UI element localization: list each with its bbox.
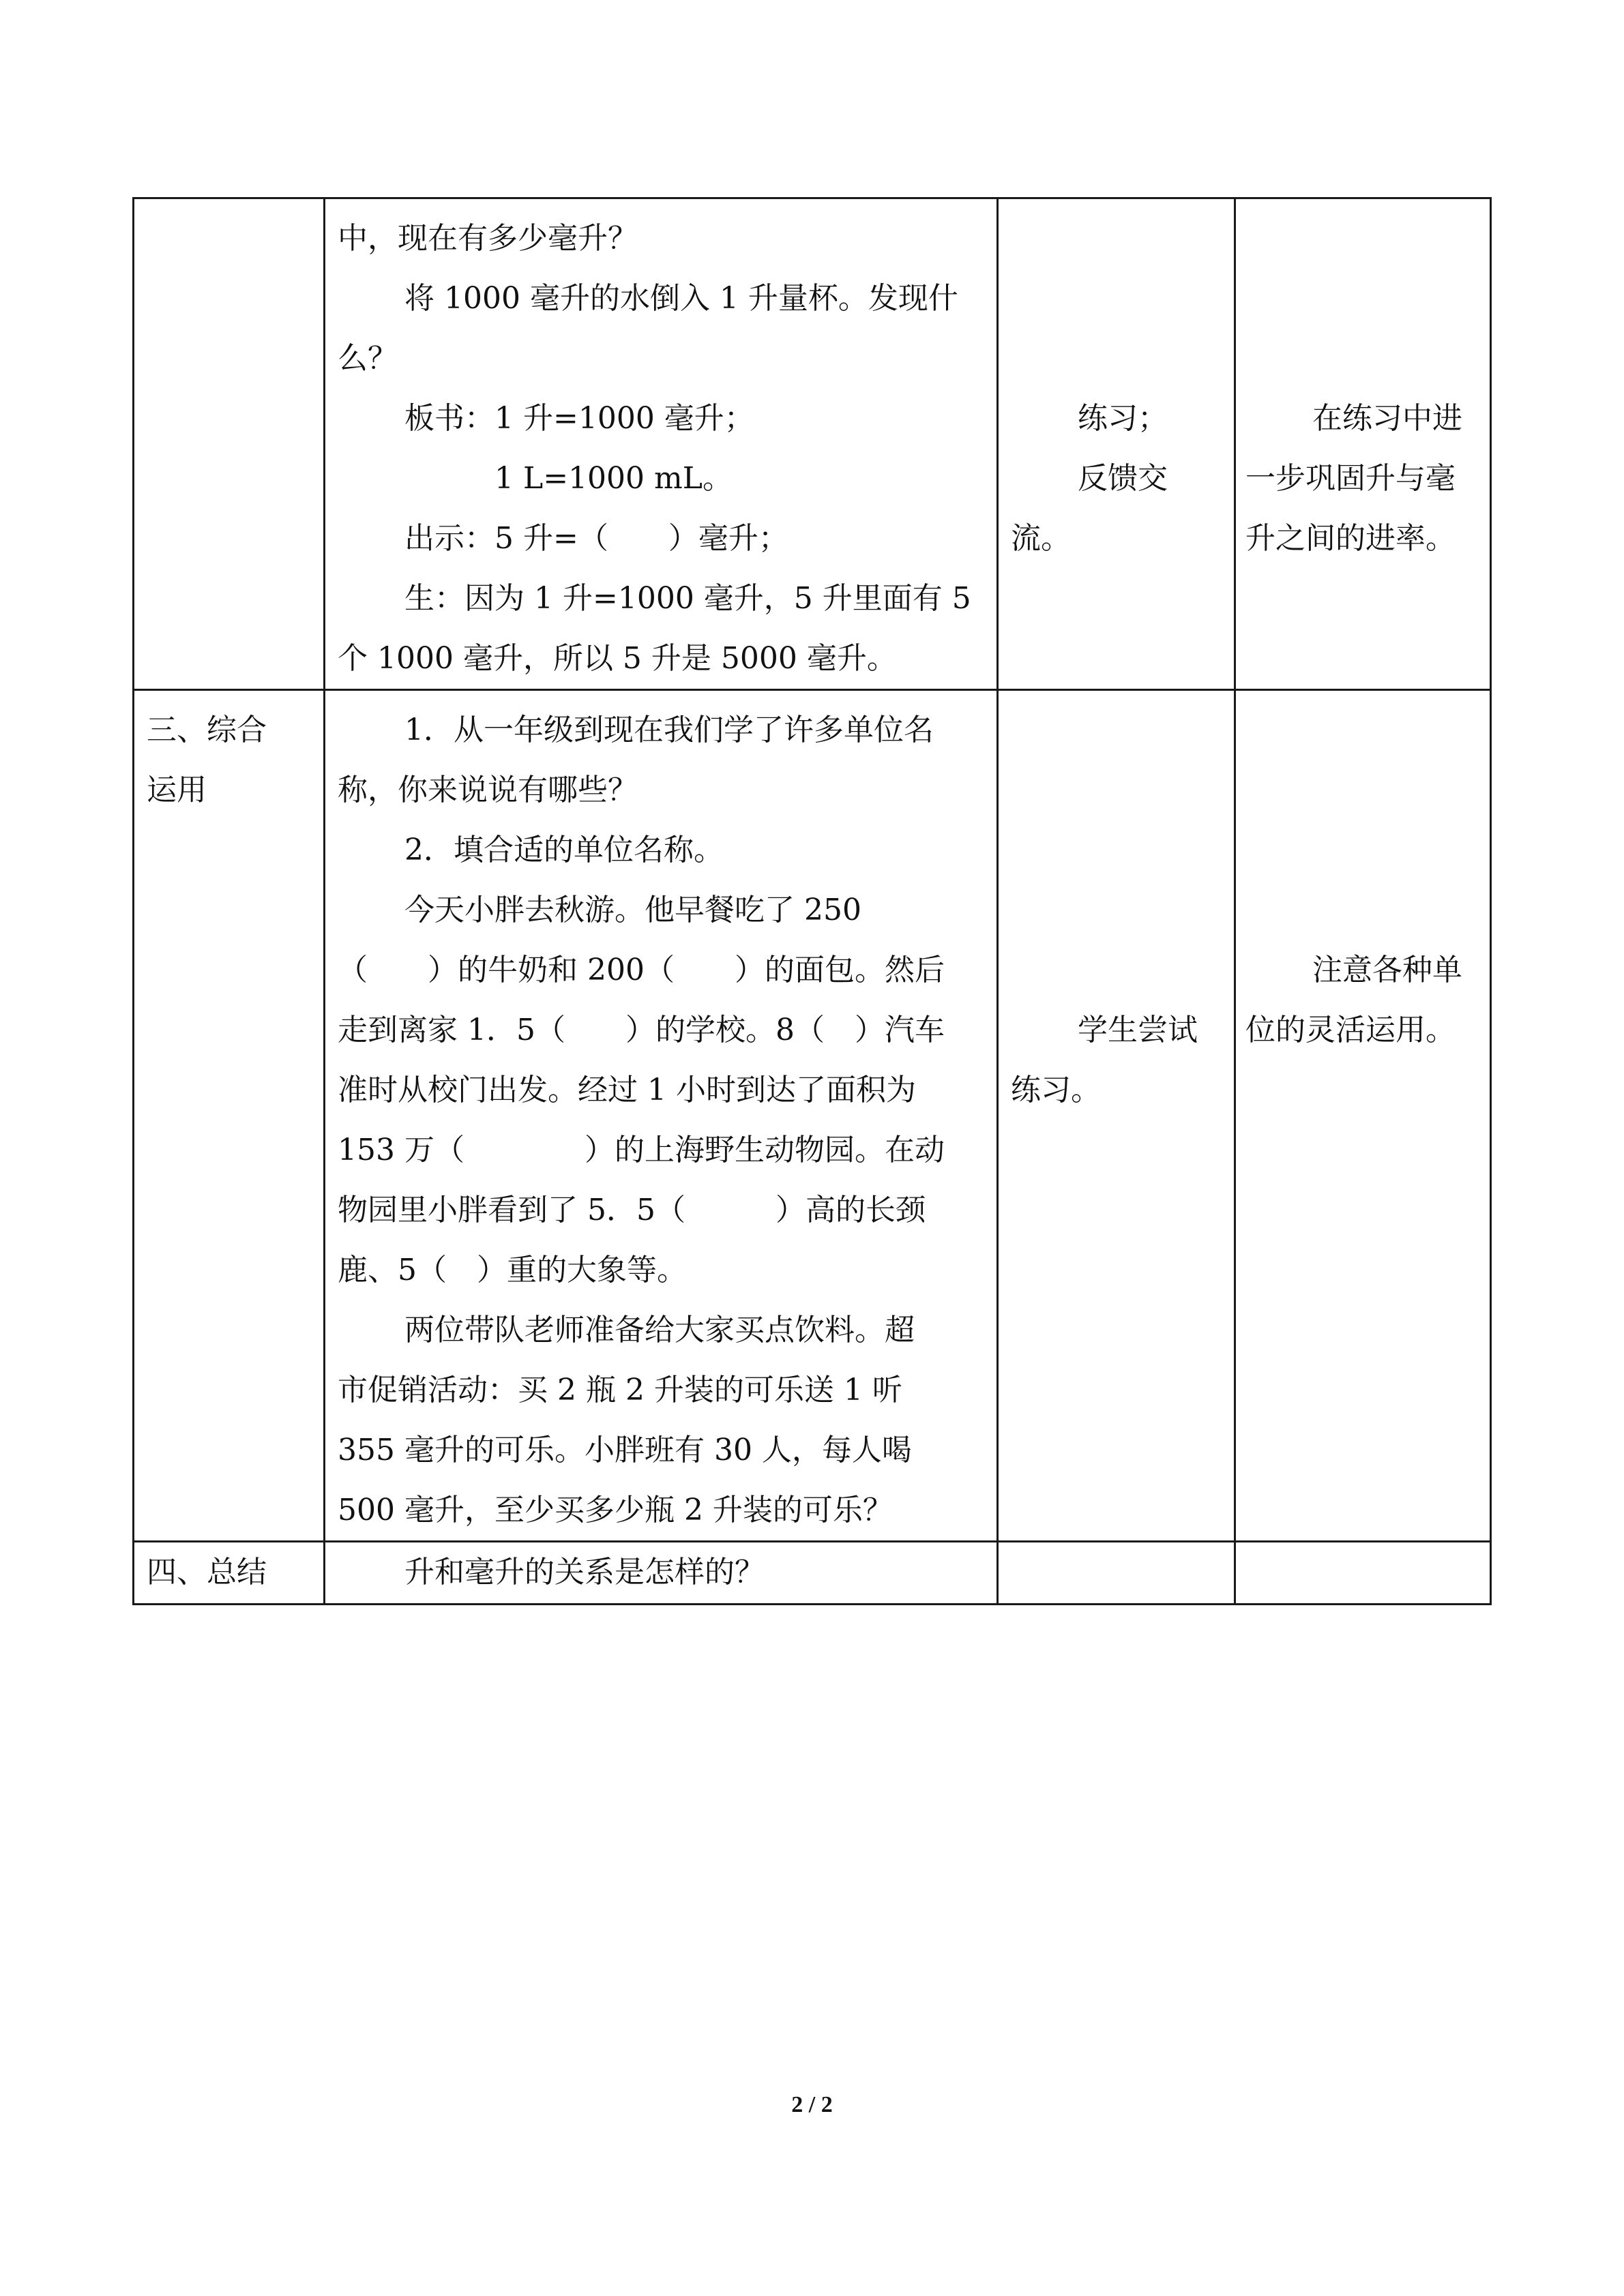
- student-activity-cell: [998, 690, 1235, 1542]
- intent-line: 注意各种单: [1312, 953, 1462, 987]
- content-line: 称，你来说说有哪些？: [338, 773, 638, 807]
- design-intent-cell: [1235, 690, 1491, 1542]
- intent-line: 一步巩固升与毫: [1245, 461, 1456, 496]
- stage-cell: [134, 1542, 325, 1605]
- content-line: 市促销活动：买 2 瓶 2 升装的可乐送 1 听: [338, 1373, 902, 1407]
- student-line: 流。: [1011, 521, 1071, 556]
- student-line: 练习；: [1078, 401, 1168, 436]
- intent-line: 位的灵活运用。: [1245, 1013, 1456, 1047]
- content-text: [325, 199, 996, 689]
- content-line: 升和毫升的关系是怎样的？: [404, 1555, 765, 1590]
- content-cell: [325, 1542, 998, 1605]
- stage-line: 四、总结: [147, 1555, 267, 1590]
- student-activity-cell: [998, 198, 1235, 690]
- content-line: 两位带队老师准备给大家买点饮料。超: [404, 1313, 915, 1347]
- content-line: 今天小胖去秋游。他早餐吃了 250: [404, 893, 861, 927]
- design-intent-cell: [1235, 198, 1491, 690]
- content-line: 153 万（ ）的上海野生动物园。在动: [338, 1133, 945, 1167]
- table-row: [134, 690, 1491, 1542]
- stage-cell: [134, 690, 325, 1542]
- content-line: 中，现在有多少毫升？: [338, 221, 638, 256]
- content-line: 500 毫升，至少买多少瓶 2 升装的可乐？: [338, 1493, 893, 1527]
- student-line: 练习。: [1011, 1073, 1101, 1107]
- content-line: 准时从校门出发。经过 1 小时到达了面积为: [338, 1073, 916, 1107]
- student-line: 学生尝试: [1078, 1013, 1198, 1047]
- content-text: [325, 691, 996, 1540]
- student-activity-cell: [998, 1542, 1235, 1605]
- content-line: 1．从一年级到现在我们学了许多单位名: [404, 713, 934, 747]
- stage-line: 三、综合: [147, 713, 267, 747]
- content-line: 2．填合适的单位名称。: [404, 833, 724, 867]
- table-row: [134, 1542, 1491, 1605]
- content-line: （ ）的牛奶和 200（ ）的面包。然后: [338, 953, 945, 987]
- design-intent-cell: [1235, 1542, 1491, 1605]
- content-line: 么？: [338, 341, 398, 376]
- content-line: 物园里小胖看到了 5．5（ ）高的长颈: [338, 1193, 926, 1227]
- content-line: 板书：1 升=1000 毫升；: [404, 401, 754, 436]
- content-line: 出示：5 升=（ ）毫升；: [404, 521, 788, 556]
- page-number: 2 / 2: [791, 2092, 833, 2117]
- stage-cell: [134, 198, 325, 690]
- content-line: 355 毫升的可乐。小胖班有 30 人，每人喝: [338, 1433, 912, 1467]
- lesson-plan-table: [132, 197, 1492, 1605]
- content-cell: [325, 690, 998, 1542]
- intent-line: 升之间的进率。: [1245, 521, 1456, 556]
- table-row: [134, 198, 1491, 690]
- student-line: 反馈交: [1078, 461, 1168, 496]
- content-line: 生：因为 1 升=1000 毫升，5 升里面有 5: [404, 581, 971, 616]
- intent-line: 在练习中进: [1312, 401, 1462, 436]
- content-cell: [325, 198, 998, 690]
- content-line: 走到离家 1．5（ ）的学校。8（ ）汽车: [338, 1013, 945, 1047]
- content-line: 个 1000 毫升，所以 5 升是 5000 毫升。: [338, 641, 897, 676]
- content-line: 鹿、5（ ）重的大象等。: [338, 1253, 687, 1287]
- content-line: 1 L=1000 mL。: [494, 461, 733, 496]
- content-line: 将 1000 毫升的水倒入 1 升量杯。发现什: [404, 281, 958, 316]
- stage-line: 运用: [147, 773, 207, 807]
